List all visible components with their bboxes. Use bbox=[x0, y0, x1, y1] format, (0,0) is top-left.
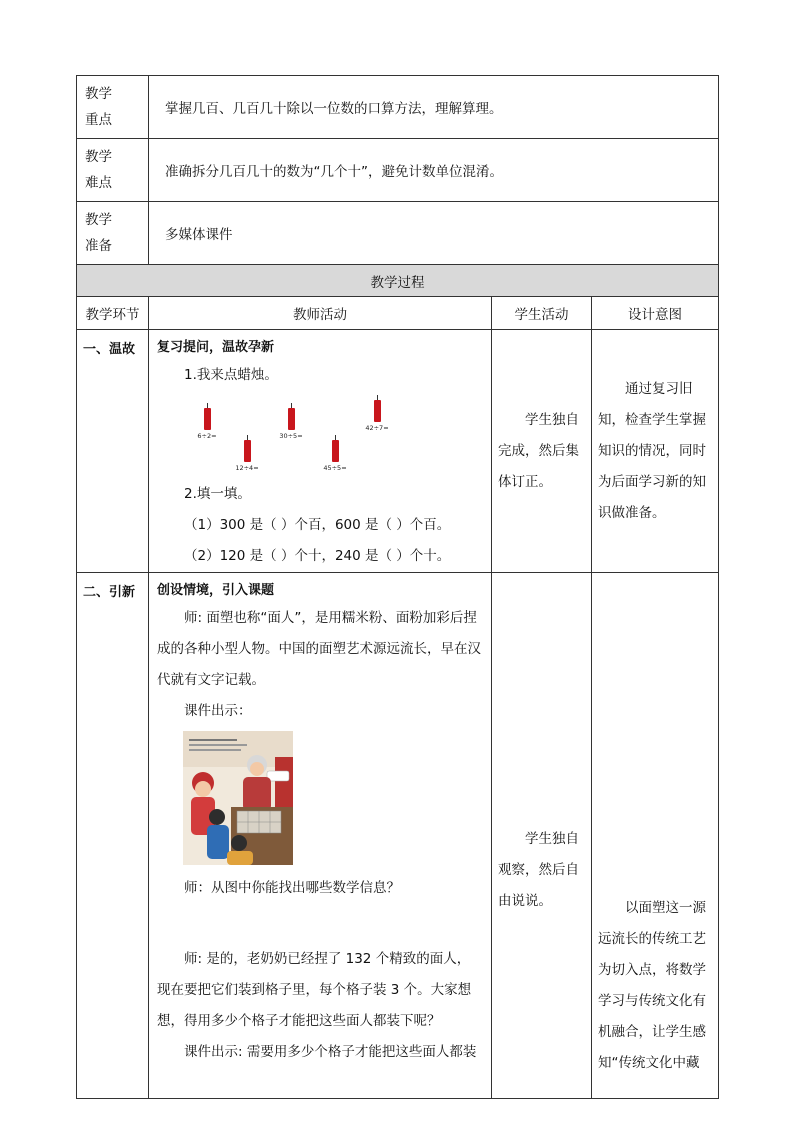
section-intro-intent bbox=[592, 573, 719, 1099]
section-review-row bbox=[77, 330, 719, 573]
dough-figure-intro: 师: 面塑也称“面人”，是用糯米粉、面粉加彩后捏成的各种小型人物。中国的面塑艺术源远流长，早在汉代就有文字记载。 bbox=[157, 610, 481, 688]
candle-3-expression: 30÷5= bbox=[279, 432, 303, 440]
key-point-label: 教学 重点 bbox=[77, 76, 149, 139]
section-intro-row bbox=[77, 573, 719, 1099]
preparation-content: 多媒体课件 bbox=[149, 202, 719, 265]
key-point-row bbox=[77, 76, 719, 139]
section-review-intent-text: 通过复习旧知，检查学生掌握知识的情况，同时为后面学习新的知识做准备。 bbox=[598, 380, 706, 521]
preparation-label: 教学 准备 bbox=[77, 202, 149, 265]
section-intro-teacher bbox=[149, 573, 492, 1099]
courseware-question: 课件出示: 需要用多少个格子才能把这些面人都装 bbox=[184, 1044, 477, 1060]
section-intro-intent-text: 以面塑这一源远流长的传统工艺为切入点，将数学学习与传统文化有机融合，让学生感知“传统文化中藏 bbox=[598, 899, 706, 1071]
candle-exercise bbox=[183, 395, 403, 473]
fill-task: 2.填一填。 bbox=[184, 486, 251, 502]
difficulty-row bbox=[77, 139, 719, 202]
candle-2 bbox=[223, 435, 271, 472]
column-header-row bbox=[77, 297, 719, 330]
candle-2-expression: 12÷4= bbox=[235, 464, 259, 472]
dough-figure-illustration-svg bbox=[183, 731, 293, 865]
difficulty-label: 教学 难点 bbox=[77, 139, 149, 202]
section-review-student bbox=[492, 330, 592, 573]
section-review-student-text: 学生独自完成，然后集体订正。 bbox=[498, 411, 579, 490]
section-review-label: 一、温故 bbox=[77, 330, 149, 573]
section-intro-label: 二、引新 bbox=[77, 573, 149, 1099]
section-intro-student-text: 学生独自观察，然后自由说说。 bbox=[498, 831, 579, 909]
key-point-content: 掌握几百、几百几十除以一位数的口算方法，理解算理。 bbox=[149, 76, 719, 139]
candle-3 bbox=[267, 403, 315, 440]
dough-figure-illustration bbox=[183, 731, 293, 865]
courseware-label: 课件出示： bbox=[184, 703, 252, 719]
candle-4 bbox=[311, 435, 359, 472]
candle-4-expression: 45÷5= bbox=[323, 464, 347, 472]
candle-5-expression: 42÷7= bbox=[365, 424, 389, 432]
column-header-teacher: 教师活动 bbox=[149, 297, 492, 330]
column-header-student: 学生活动 bbox=[492, 297, 592, 330]
fill-question-2: （2）120 是（ ）个十，240 是（ ）个十。 bbox=[184, 548, 451, 564]
candle-task: 1.我来点蜡烛。 bbox=[184, 367, 278, 383]
candle-1-expression: 6÷2= bbox=[197, 432, 217, 440]
difficulty-content: 准确拆分几百几十的数为“几个十”，避免计数单位混淆。 bbox=[149, 139, 719, 202]
process-title: 教学过程 bbox=[77, 265, 719, 297]
column-header-intent: 设计意图 bbox=[592, 297, 719, 330]
section-review-teacher bbox=[149, 330, 492, 573]
preparation-row bbox=[77, 202, 719, 265]
lesson-table bbox=[76, 75, 719, 1099]
column-header-stage: 教学环节 bbox=[77, 297, 149, 330]
section-intro-student bbox=[492, 573, 592, 1099]
candle-5 bbox=[353, 395, 401, 432]
section-review-heading: 复习提问，温故孕新 bbox=[157, 340, 275, 355]
section-review-intent bbox=[592, 330, 719, 573]
fill-question-1: （1）300 是（ ）个百，600 是（ ）个百。 bbox=[184, 517, 451, 533]
process-title-row bbox=[77, 265, 719, 297]
question-math-info: 师：从图中你能找出哪些数学信息？ bbox=[184, 880, 400, 896]
section-intro-heading: 创设情境，引入课题 bbox=[157, 583, 275, 598]
problem-description: 师: 是的，老奶奶已经捏了 132 个精致的面人，现在要把它们装到格子里，每个格子装 3 个。大家想想，得用多少个格子才能把这些面人都装下呢？ bbox=[157, 951, 472, 1029]
lesson-plan bbox=[76, 75, 718, 1099]
